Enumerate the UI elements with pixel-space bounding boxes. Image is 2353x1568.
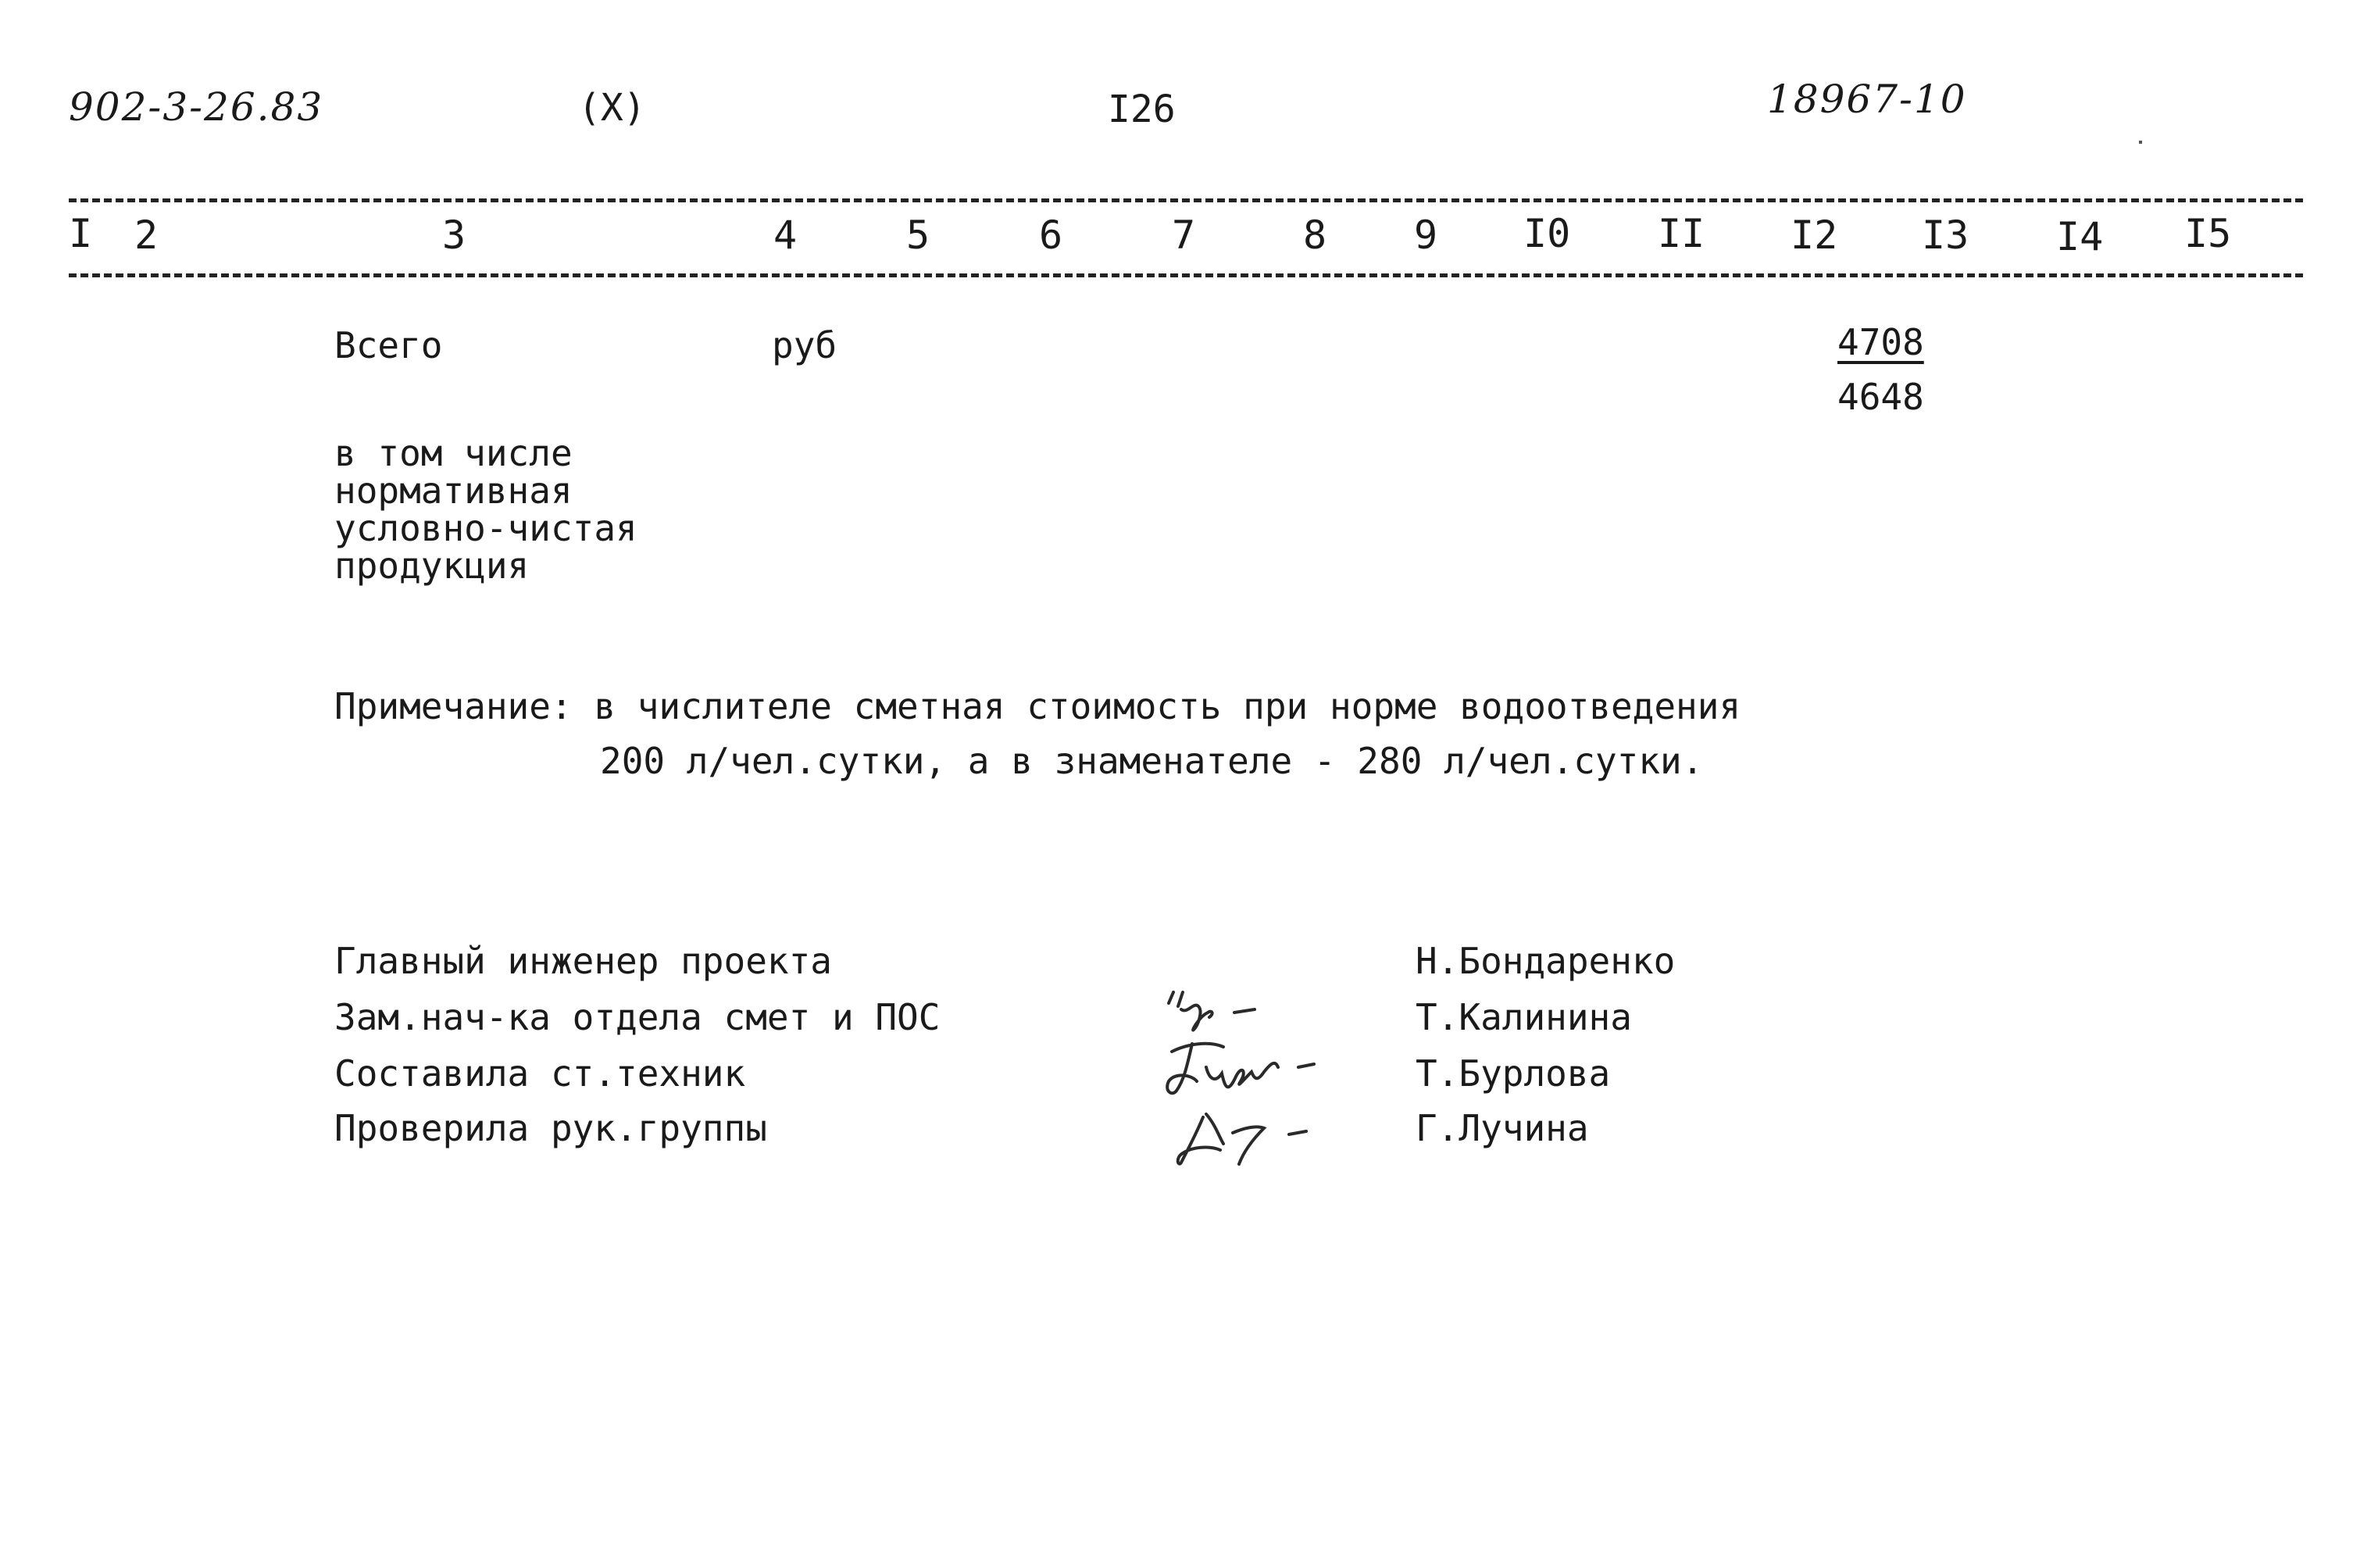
including-line: продукция <box>334 545 530 587</box>
note-line-2: 200 л/чел.сутки, а в знаменателе - 280 л/чел.сутки. <box>600 740 1704 782</box>
signatory-name: Г.Лучина <box>1416 1107 1589 1149</box>
column-number: 8 <box>1303 213 1327 258</box>
column-number: 9 <box>1414 213 1438 258</box>
inventory-number: 18967-10 <box>1767 77 1967 122</box>
column-header-top-rule <box>69 198 2303 202</box>
speck <box>2139 141 2142 144</box>
column-number: 2 <box>134 213 159 258</box>
column-number: I <box>69 211 93 256</box>
including-line: нормативная <box>334 470 573 512</box>
column-number: 4 <box>773 213 798 258</box>
total-unit: руб <box>772 324 837 366</box>
column-number: I3 <box>1922 213 1969 258</box>
note-line-1: Примечание: в числителе сметная стоимость при норме водоотведения <box>334 685 1741 727</box>
page-number: I26 <box>1108 88 1176 131</box>
signatory-name: Т.Калинина <box>1416 996 1632 1038</box>
column-number: 3 <box>442 213 466 258</box>
signatory-role: Главный инженер проекта <box>334 940 832 982</box>
signatory-name: Т.Бурлова <box>1416 1052 1611 1095</box>
total-value-denominator: 4648 <box>1837 376 1924 418</box>
column-number: 6 <box>1039 213 1063 258</box>
column-header-bottom-rule <box>69 273 2303 277</box>
including-line: в том числе <box>334 432 573 474</box>
signatory-role: Проверила рук.группы <box>334 1107 767 1149</box>
column-number: I0 <box>1523 211 1571 256</box>
column-number: 7 <box>1172 213 1196 258</box>
total-label: Всего <box>334 324 443 366</box>
column-number: I2 <box>1791 213 1838 258</box>
handwritten-signature <box>1172 1102 1328 1172</box>
sheet-mark: (X) <box>578 86 646 130</box>
signatory-role: Составила ст.техник <box>334 1052 746 1095</box>
signatory-role: Зам.нач-ка отдела смет и ПОС <box>334 996 941 1038</box>
column-number: I5 <box>2184 211 2232 256</box>
signatory-name: Н.Бондаренко <box>1416 940 1676 982</box>
column-number: I4 <box>2056 214 2104 259</box>
including-line: условно-чистая <box>334 507 637 549</box>
column-number: II <box>1658 211 1705 256</box>
handwritten-signature <box>1161 1033 1325 1103</box>
document-code: 902-3-26.83 <box>69 84 324 130</box>
column-number: 5 <box>906 213 930 258</box>
total-value-numerator: 4708 <box>1837 321 1924 363</box>
